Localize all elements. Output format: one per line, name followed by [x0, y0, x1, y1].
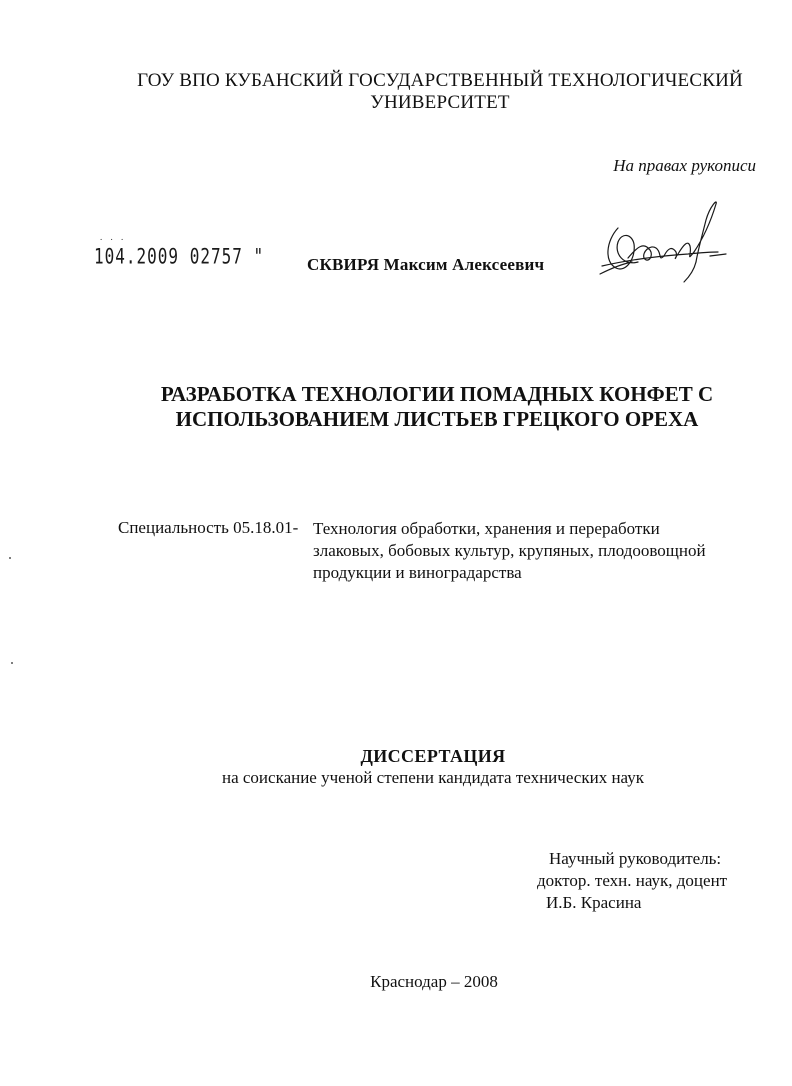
specialty-line-3: продукции и виноградарства [313, 563, 522, 582]
archive-code [94, 243, 264, 269]
institution-name [0, 70, 792, 114]
manuscript-rights-note: На правах рукописи [613, 156, 756, 175]
specialty-line-2: злаковых, бобовых культур, крупяных, плодоовощной [313, 541, 706, 560]
degree-type: ДИССЕРТАЦИЯ [360, 746, 506, 766]
scan-speck [11, 662, 13, 664]
specialty-line-1: Технология обработки, хранения и переработки [313, 519, 660, 538]
supervisor-name: И.Б. Красина [546, 893, 642, 912]
specialty-label: Специальность 05.18.01- [118, 518, 299, 537]
degree-subtitle: на соискание ученой степени кандидата технических наук [221, 768, 644, 787]
supervisor-role: Научный руководитель: [549, 849, 722, 868]
place-and-year: Краснодар – 2008 [370, 972, 498, 991]
title-line-1: РАЗРАБОТКА ТЕХНОЛОГИИ ПОМАДНЫХ КОНФЕТ С [160, 382, 714, 406]
dissertation-title [0, 382, 792, 432]
specialty-description [313, 518, 773, 584]
supervisor-credentials: доктор. техн. наук, доцент [537, 871, 728, 890]
archive-code-dots: . . . [100, 232, 127, 242]
supervisor-block [537, 848, 727, 914]
archive-code-marker: " [253, 243, 265, 269]
archive-code-number: 104.2009 02757 [94, 243, 243, 269]
title-line-2: ИСПОЛЬЗОВАНИЕМ ЛИСТЬЕВ ГРЕЦКОГО ОРЕХА [175, 407, 699, 431]
author-signature [598, 196, 728, 291]
institution-line-2: УНИВЕРСИТЕТ [370, 92, 510, 113]
author-name: СКВИРЯ Максим Алексеевич [307, 255, 545, 274]
scan-speck [9, 557, 11, 559]
institution-line-1: ГОУ ВПО КУБАНСКИЙ ГОСУДАРСТВЕННЫЙ ТЕХНОЛОГИЧЕСКИЙ [137, 70, 743, 91]
